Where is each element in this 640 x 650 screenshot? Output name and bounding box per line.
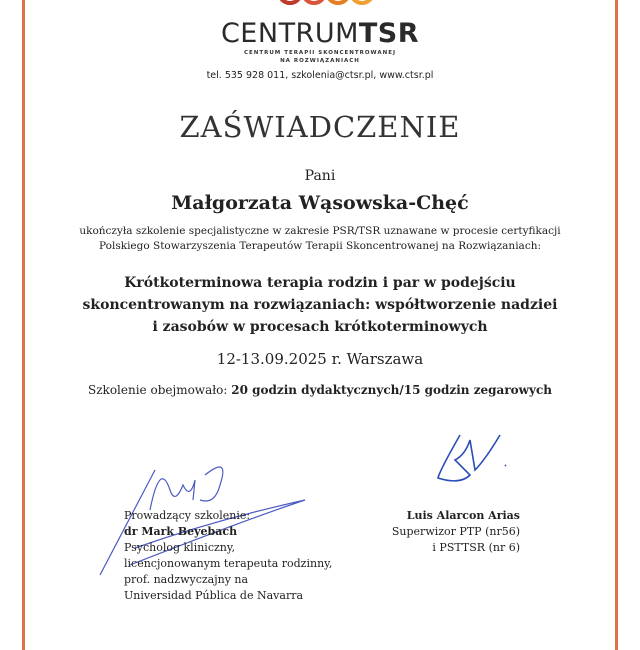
left-line-4: Universidad Pública de Navarra (124, 589, 304, 602)
intro-line-2: Polskiego Stowarzyszenia Terapeutów Terapii Skoncentrowanej na Rozwiązaniach: (99, 240, 541, 252)
left-name: dr Mark Beyebach (124, 525, 238, 538)
course-title (0, 272, 640, 338)
course-line-1: Krótkoterminowa terapia rodzin i par w podejściu (124, 275, 516, 291)
right-line-1: Superwizor PTP (nr56) (391, 525, 520, 538)
right-signatory (392, 508, 520, 556)
logo-rings-icon (270, 0, 380, 8)
brand-subtitle-2: NA ROZWIĄZANIACH (280, 58, 360, 64)
brand-logo: CENTRUMTSR (220, 18, 420, 49)
left-line-1: Psycholog kliniczny, (124, 541, 236, 554)
right-name: Luis Alarcon Arias (406, 509, 520, 522)
course-line-2: skoncentrowanym na rozwiązaniach: współtworzenie nadziei (82, 297, 558, 313)
left-role: Prowadzący szkolenie: (124, 509, 251, 522)
contact-info: tel. 535 928 011, szkolenia@ctsr.pl, www.ctsr.pl (206, 70, 434, 81)
left-line-2: licencjonowanym terapeuta rodzinny, (124, 557, 333, 570)
brand-subtitle-1: CENTRUM TERAPII SKONCENTROWANEJ (243, 50, 397, 56)
certificate-title: ZAŚWIADCZENIE (179, 110, 461, 144)
intro-line-1: ukończyła szkolenie specjalistyczne w zakresie PSR/TSR uznawane w procesie certyfikacji (79, 225, 561, 237)
date-place: 12-13.09.2025 r. Warszawa (216, 350, 424, 368)
recipient-name: Małgorzata Wąsowska-Chęć (171, 192, 469, 214)
salutation: Pani (304, 168, 336, 184)
left-signatory (124, 508, 332, 604)
left-line-3: prof. nadzwyczajny na (124, 573, 249, 586)
course-line-3: i zasobów w procesach krótkoterminowych (152, 319, 488, 335)
right-line-2: i PSTTSR (nr 6) (432, 541, 520, 554)
signature-right (430, 430, 520, 490)
hours: Szkolenie obejmowało: 20 godzin dydaktycznych/15 godzin zegarowych (88, 383, 552, 397)
